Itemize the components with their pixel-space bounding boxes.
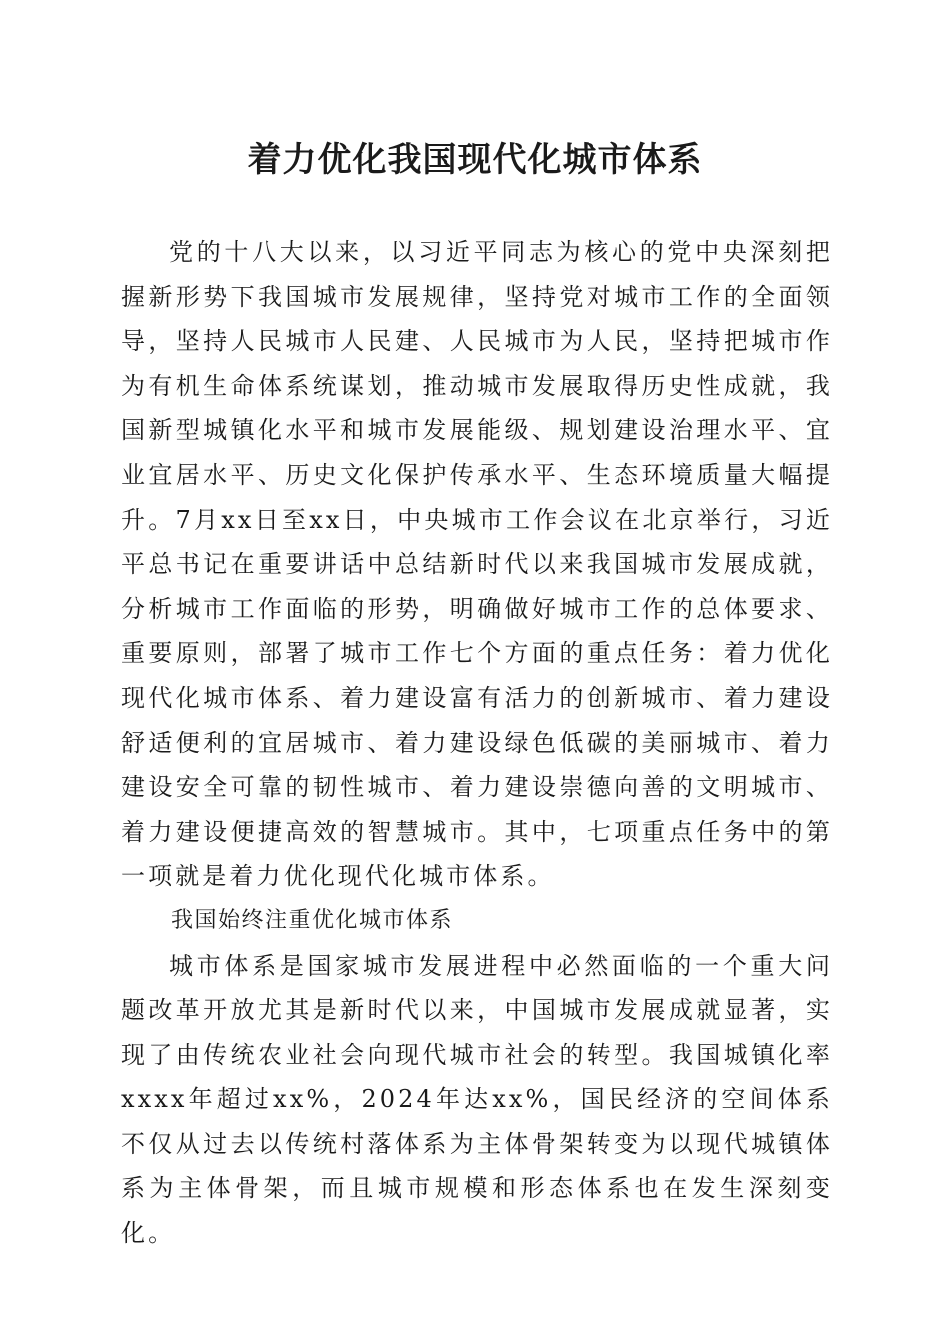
section-paragraph: 城市体系是国家城市发展进程中必然面临的一个重大问题改革开放尤其是新时代以来，中国城市发展成就显著，实现了由传统农业社会向现代城市社会的转型。我国城镇化率xxxx年超过xx%，2024年达xx%，国民经济的空间体系不仅从过去以传统村落体系为主体骨架转变为以现代城镇体系为主体骨架，而且城市规模和形态体系也在发生深刻变化。 [121,951,833,1248]
intro-paragraph: 党的十八大以来，以习近平同志为核心的党中央深刻把握新形势下我国城市发展规律，坚持党对城市工作的全面领导，坚持人民城市人民建、人民城市为人民，坚持把城市作为有机生命体系统谋划，推动城市发展取得历史性成就，我国新型城镇化水平和城市发展能级、规划建设治理水平、宜业宜居水平、历史文化保护传承水平、生态环境质量大幅提升。7月xx日至xx日，中央城市工作会议在北京举行，习近平总书记在重要讲话中总结新时代以来我国城市发展成就，分析城市工作面临的形势，明确做好城市工作的总体要求、重要原则，部署了城市工作七个方面的重点任务：着力优化现代化城市体系、着力建设富有活力的创新城市、着力建设舒适便利的宜居城市、着力建设绿色低碳的美丽城市、着力建设安全可靠的韧性城市、着力建设崇德向善的文明城市、着力建设便捷高效的智慧城市。其中，七项重点任务中的第一项就是着力优化现代化城市体系。 [121,238,833,891]
document-title: 着力优化我国现代化城市体系 [247,140,703,180]
document-body [121,230,833,1256]
section-heading: 我国始终注重优化城市体系 [171,907,454,933]
